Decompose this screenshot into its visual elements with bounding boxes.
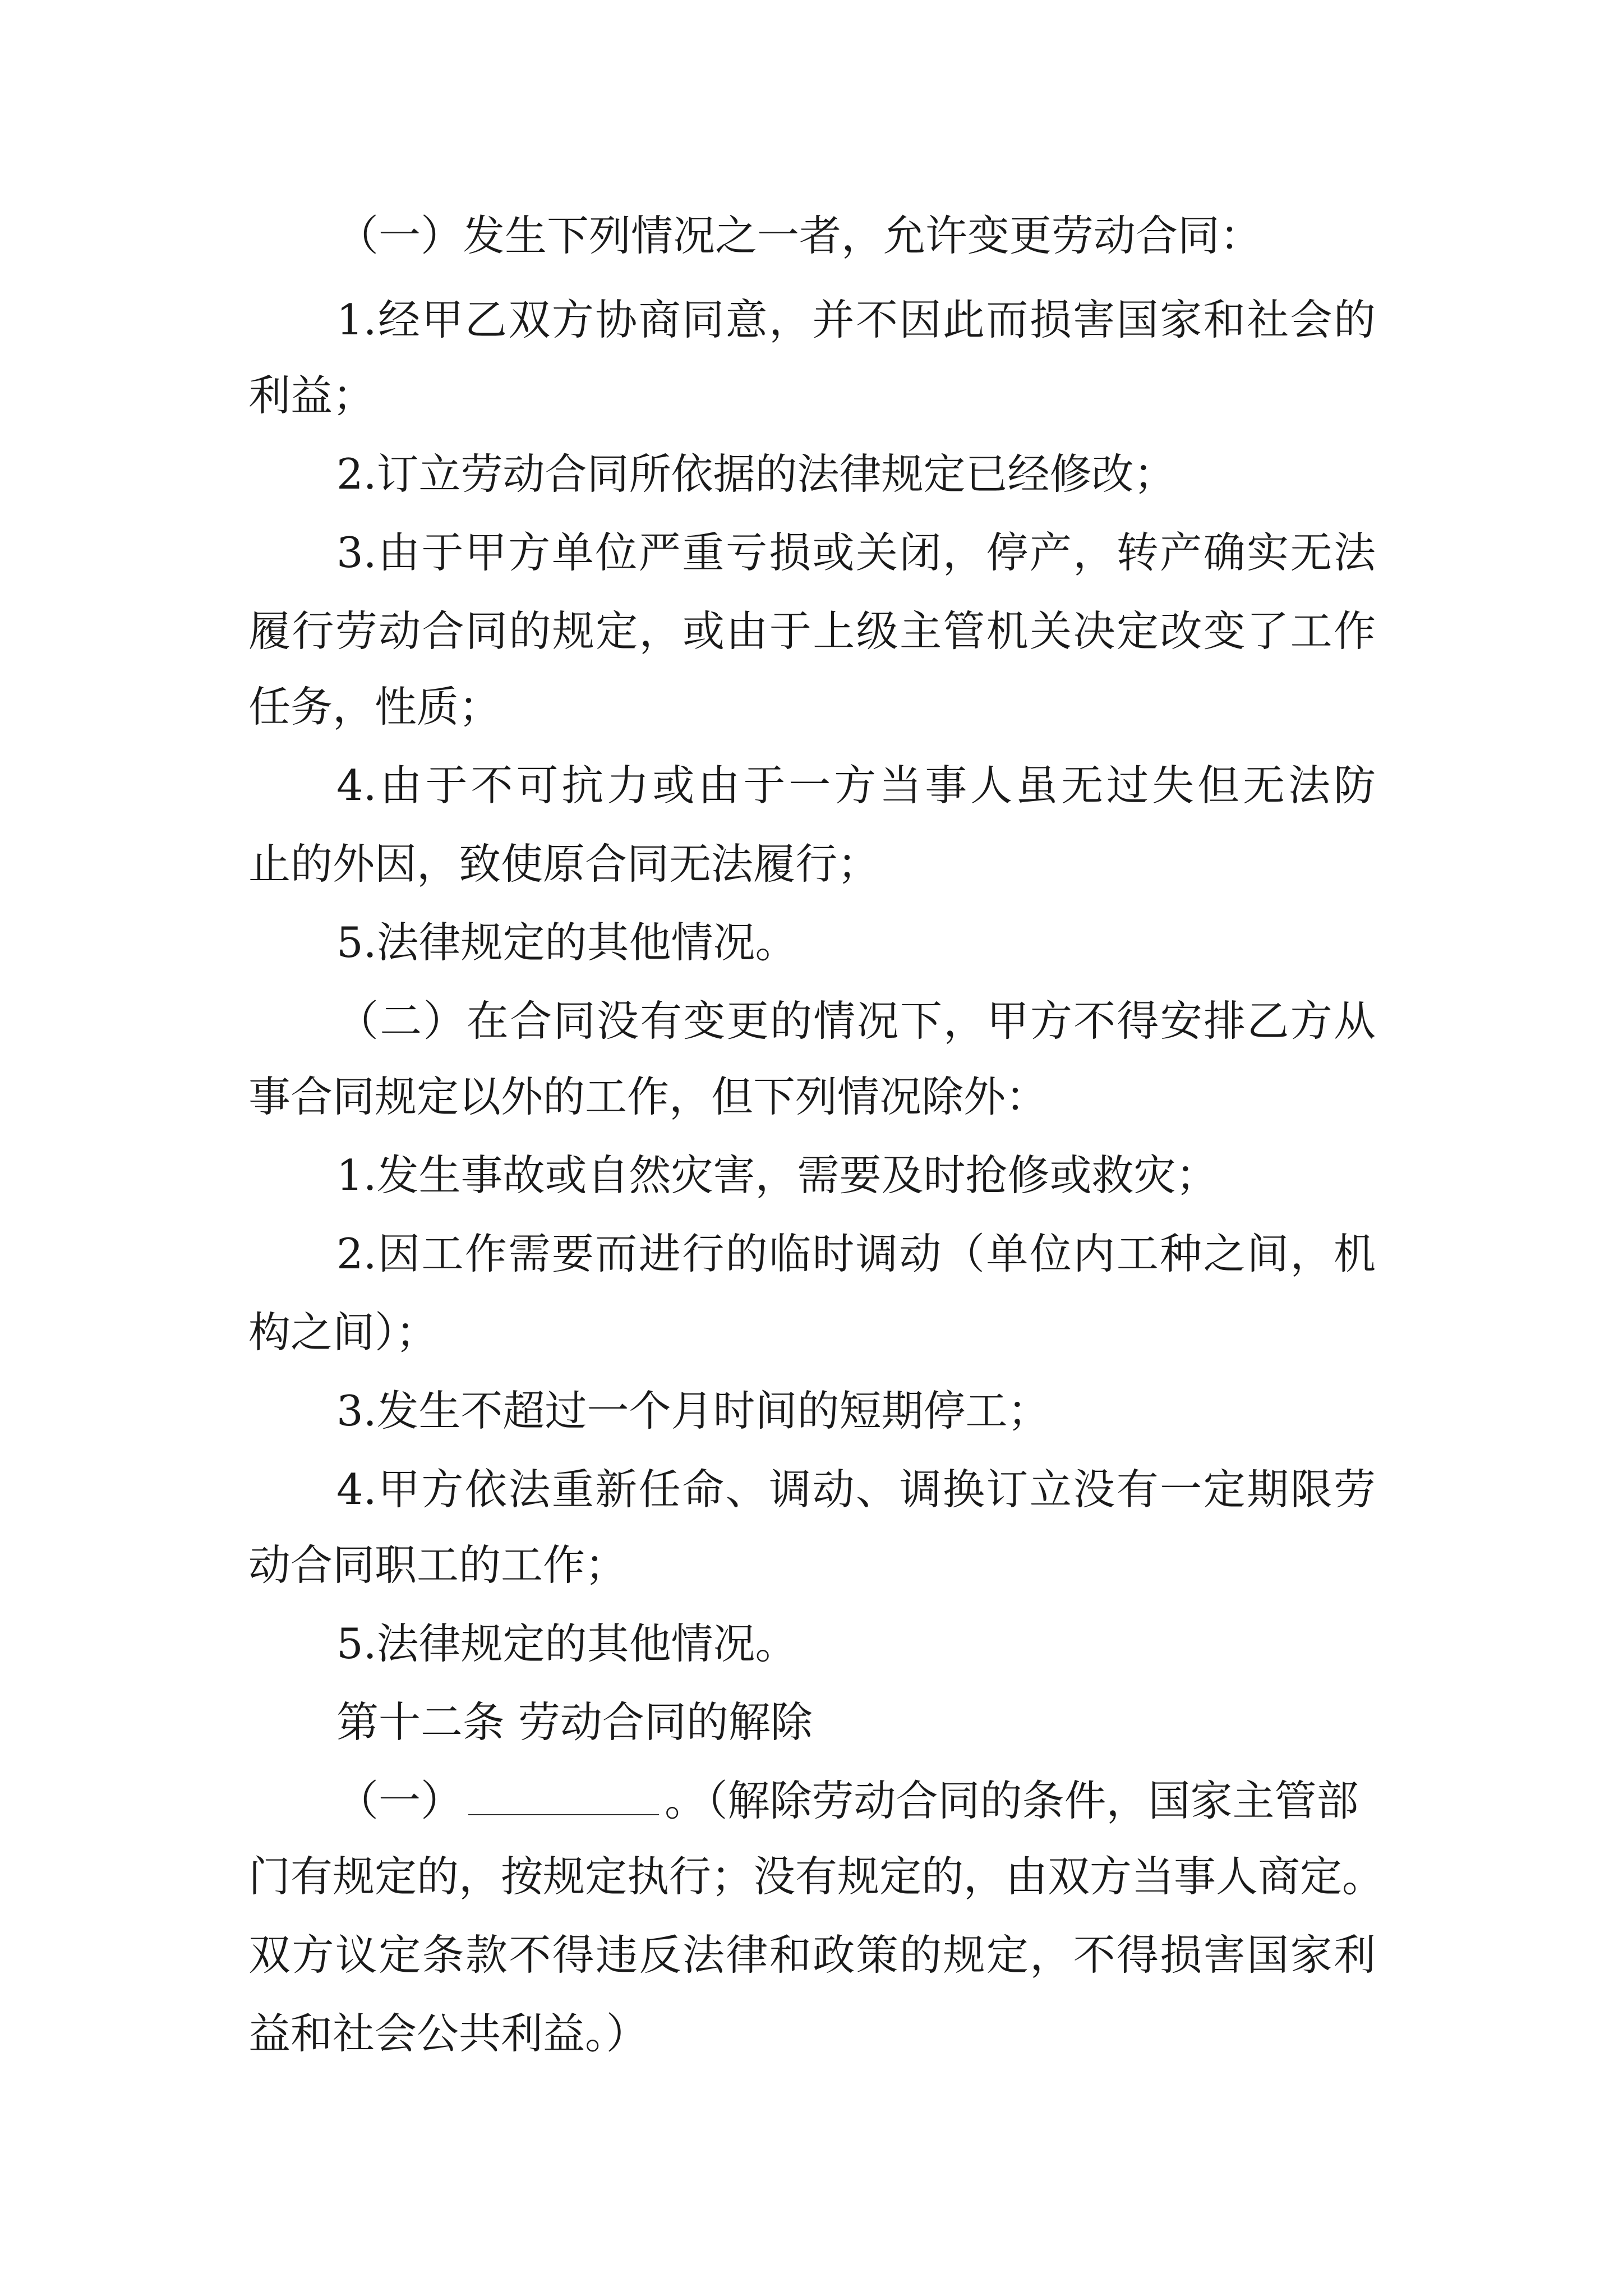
paragraph-line: 止的外因，致使原合同无法履行； — [248, 839, 880, 889]
paragraph-line: 5.法律规定的其他情况。 — [336, 1619, 797, 1668]
paragraph-line: （二）在合同没有变更的情况下，甲方不得安排乙方从 — [336, 996, 1376, 1046]
item-text: 。（解除劳动合同的条件，国家主管部 — [665, 1776, 1359, 1825]
paragraph-line: 4.由于不可抗力或由于一方当事人虽无过失但无法防 — [336, 761, 1376, 810]
paragraph-line: 3.发生不超过一个月时间的短期停工； — [336, 1386, 1050, 1435]
paragraph-line-with-blank — [336, 1773, 1359, 1829]
paragraph-line: 任务，性质； — [248, 682, 501, 731]
item-number: （一） — [336, 1776, 463, 1825]
paragraph-line: 3.由于甲方单位严重亏损或关闭，停产，转产确实无法 — [336, 528, 1376, 577]
paragraph-line: 4.甲方依法重新任命、调动、调换订立没有一定期限劳 — [336, 1465, 1376, 1514]
article-heading: 第十二条 劳动合同的解除 — [336, 1697, 813, 1747]
paragraph-line: 动合同职工的工作； — [248, 1540, 628, 1590]
paragraph-line: （一）发生下列情况之一者，允许变更劳动合同： — [336, 211, 1262, 260]
paragraph-line: 1.发生事故或自然灾害，需要及时抢修或救灾； — [336, 1151, 1218, 1200]
paragraph-line: 履行劳动合同的规定，或由于上级主管机关决定改变了工作 — [248, 606, 1376, 656]
paragraph-line: 利益； — [248, 371, 375, 420]
fill-in-blank[interactable] — [468, 1775, 659, 1815]
paragraph-line: 2.订立劳动合同所依据的法律规定已经修改； — [336, 449, 1176, 499]
paragraph-line: 1.经甲乙双方协商同意，并不因此而损害国家和社会的 — [336, 295, 1376, 344]
paragraph-line: 益和社会公共利益。） — [248, 2009, 648, 2058]
paragraph-line: 2.因工作需要而进行的临时调动（单位内工种之间，机 — [336, 1229, 1376, 1278]
paragraph-line: 事合同规定以外的工作，但下列情况除外： — [248, 1072, 1048, 1121]
paragraph-line: 门有规定的，按规定执行；没有规定的，由双方当事人商定。 — [248, 1852, 1385, 1901]
paragraph-line: 5.法律规定的其他情况。 — [336, 918, 797, 967]
paragraph-line: 双方议定条款不得违反法律和政策的规定，不得损害国家利 — [248, 1930, 1376, 1980]
paragraph-line: 构之间）； — [248, 1308, 438, 1357]
